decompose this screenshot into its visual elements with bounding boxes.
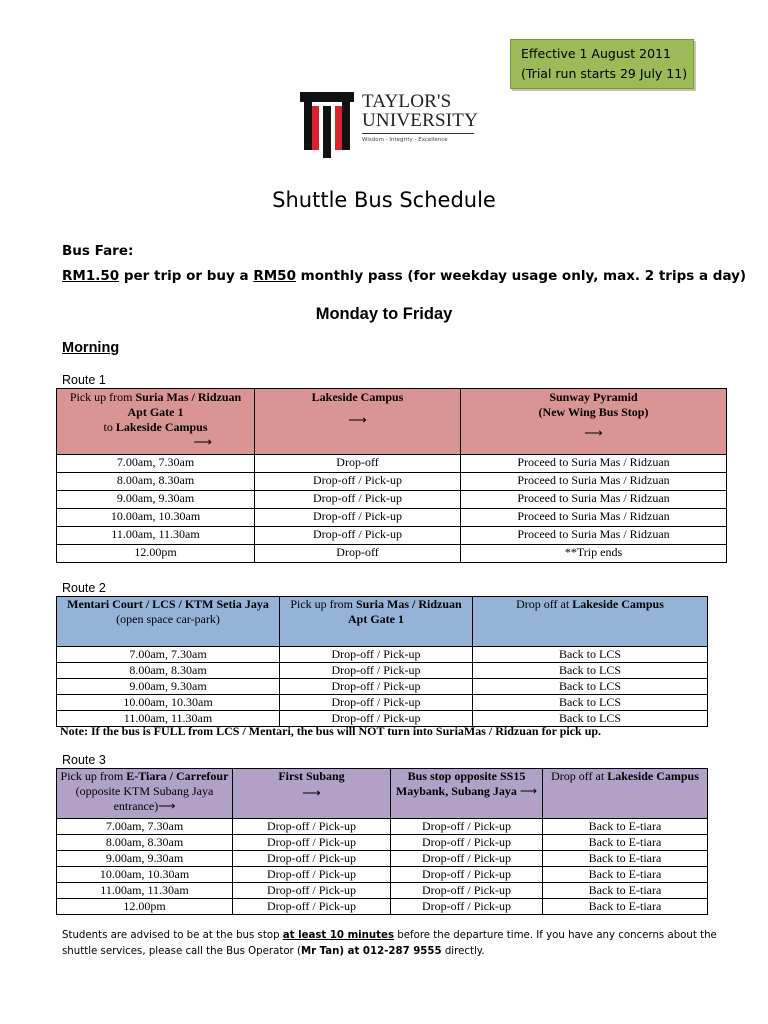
table-cell: Proceed to Suria Mas / Ridzuan: [461, 473, 727, 491]
fare-monthly-pass: RM50: [253, 268, 296, 284]
table-row: [57, 851, 708, 867]
table-row: [57, 899, 708, 915]
table-cell: Drop-off / Pick-up: [255, 509, 461, 527]
table-cell: Drop-off / Pick-up: [233, 883, 391, 899]
fare-details: [62, 268, 746, 284]
route-1-header-pickup: [57, 389, 255, 455]
header-text-bold: Bus stop opposite SS15 Maybank, Subang Jaya: [395, 769, 526, 798]
route-1-table: [56, 388, 727, 563]
table-row: [57, 695, 708, 711]
header-text: to: [103, 420, 116, 434]
footer-advisory: [62, 928, 722, 960]
table-cell: 10.00am, 10.30am: [57, 509, 255, 527]
table-cell: 8.00am, 8.30am: [57, 473, 255, 491]
arrow-right-icon: ⟶: [158, 799, 176, 813]
table-cell: Back to LCS: [473, 695, 708, 711]
table-cell: Drop-off / Pick-up: [280, 711, 473, 727]
table-cell: Drop-off / Pick-up: [233, 835, 391, 851]
header-text-bold: Lakeside Campus: [115, 420, 208, 434]
table-cell: 9.00am, 9.30am: [57, 679, 280, 695]
table-cell: 9.00am, 9.30am: [57, 491, 255, 509]
trial-run-text: (Trial run starts 29 July 11): [521, 66, 688, 81]
table-row: [57, 509, 727, 527]
route-2-header-mentari: [57, 597, 280, 647]
table-header-row: [57, 769, 708, 819]
table-cell: Proceed to Suria Mas / Ridzuan: [461, 509, 727, 527]
header-text-bold: First Subang: [278, 769, 345, 783]
table-header-row: [57, 597, 708, 647]
table-cell: Drop-off / Pick-up: [391, 867, 543, 883]
route-3-header-lakeside: [543, 769, 708, 819]
fare-label: Bus Fare:: [62, 243, 134, 259]
header-text-bold: Suria Mas / Ridzuan Apt Gate 1: [127, 390, 242, 419]
university-logo: [300, 90, 480, 160]
header-text-bold: Lakeside Campus: [607, 769, 699, 783]
table-row: [57, 647, 708, 663]
header-text-bold: Mentari Court / LCS / KTM Setia Jaya: [67, 597, 269, 611]
table-cell: 10.00am, 10.30am: [57, 867, 233, 883]
table-cell: Drop-off / Pick-up: [233, 899, 391, 915]
arrow-right-icon: ⟶: [193, 434, 212, 449]
route-3-header-etiara: [57, 769, 233, 819]
table-cell: 11.00am, 11.30am: [57, 711, 280, 727]
table-row: [57, 663, 708, 679]
table-row: [57, 679, 708, 695]
table-cell: 10.00am, 10.30am: [57, 695, 280, 711]
header-text: Pick up from: [69, 390, 136, 404]
table-cell: 9.00am, 9.30am: [57, 851, 233, 867]
table-cell: Drop-off / Pick-up: [391, 899, 543, 915]
header-text: (open space car-park): [116, 612, 220, 626]
footer-text: directly.: [441, 946, 485, 957]
table-cell: Drop-off / Pick-up: [391, 851, 543, 867]
fare-text: monthly pass (for weekday usage only, max. 2 trips a day): [295, 268, 747, 284]
table-cell: Proceed to Suria Mas / Ridzuan: [461, 527, 727, 545]
route-2-table: [56, 596, 708, 727]
route-1-header-sunway: [461, 389, 727, 455]
table-row: [57, 527, 727, 545]
header-text-bold: Suria Mas / Ridzuan Apt Gate 1: [348, 597, 462, 626]
arrow-right-icon: ⟶: [348, 412, 367, 427]
table-cell: 12.00pm: [57, 899, 233, 915]
arrow-right-icon: ⟶: [519, 784, 538, 798]
page-title: Shuttle Bus Schedule: [272, 188, 496, 212]
table-cell: Drop-off / Pick-up: [391, 819, 543, 835]
taylors-pillar-logo-icon: [300, 92, 354, 158]
table-cell: Drop-off: [255, 455, 461, 473]
header-text: Pick up from: [60, 769, 127, 783]
route-2-note: Note: If the bus is FULL from LCS / Mentari, the bus will NOT turn into SuriaMas / Ridzuan for pick up.: [60, 724, 602, 738]
table-cell: Drop-off / Pick-up: [255, 527, 461, 545]
period-heading: Morning: [62, 340, 120, 356]
table-cell: Drop-off / Pick-up: [255, 473, 461, 491]
route-2-header-lakeside: [473, 597, 708, 647]
university-name-line1: TAYLOR'S: [362, 91, 452, 112]
header-text-bold: (New Wing Bus Stop): [538, 405, 649, 419]
fare-text: per trip or buy a: [119, 268, 254, 284]
header-text-bold: Sunway Pyramid: [549, 390, 638, 404]
table-cell: Back to LCS: [473, 679, 708, 695]
table-cell: Drop-off / Pick-up: [280, 679, 473, 695]
table-row: [57, 491, 727, 509]
table-row: [57, 819, 708, 835]
route-3-table: [56, 768, 708, 915]
table-cell: 12.00pm: [57, 545, 255, 563]
footer-text: Students are advised to be at the bus stop: [62, 930, 283, 941]
header-text: Pick up from: [290, 597, 356, 611]
table-cell: Drop-off / Pick-up: [280, 647, 473, 663]
table-row: [57, 867, 708, 883]
table-cell: Proceed to Suria Mas / Ridzuan: [461, 491, 727, 509]
table-cell: 7.00am, 7.30am: [57, 647, 280, 663]
arrow-right-icon: ⟶: [302, 785, 321, 800]
table-cell: Back to E-tiara: [543, 867, 708, 883]
table-header-row: [57, 389, 727, 455]
header-text-bold: E-Tiara / Carrefour: [126, 769, 229, 783]
header-text: Drop off at: [516, 597, 573, 611]
table-cell: Drop-off / Pick-up: [255, 491, 461, 509]
arrow-right-icon: ⟶: [584, 425, 603, 440]
table-cell: Back to E-tiara: [543, 835, 708, 851]
table-cell: Back to E-tiara: [543, 883, 708, 899]
footer-emphasis: at least 10 minutes: [282, 930, 395, 941]
table-cell: Drop-off / Pick-up: [233, 851, 391, 867]
table-cell: Back to LCS: [473, 711, 708, 727]
logo-divider: [362, 133, 474, 134]
table-cell: 8.00am, 8.30am: [57, 663, 280, 679]
route-2-label: Route 2: [62, 581, 106, 595]
table-cell: Drop-off / Pick-up: [233, 819, 391, 835]
effective-date-notice: [510, 39, 694, 89]
table-cell: Back to E-tiara: [543, 851, 708, 867]
table-cell: Back to E-tiara: [543, 819, 708, 835]
route-1-label: Route 1: [62, 373, 106, 387]
header-text-bold: Lakeside Campus: [311, 390, 404, 404]
table-cell: Back to E-tiara: [543, 899, 708, 915]
table-cell: **Trip ends: [461, 545, 727, 563]
effective-date-text: Effective 1 August 2011: [521, 46, 671, 61]
table-row: [57, 455, 727, 473]
table-cell: 7.00am, 7.30am: [57, 819, 233, 835]
header-text: (opposite KTM Subang Jaya entrance): [75, 784, 214, 813]
footer-text: before the departure time. If you have any concerns about the shuttle services, please call the Bus Operator (: [62, 930, 717, 957]
university-name: [362, 92, 478, 130]
header-text-bold: Lakeside Campus: [572, 597, 664, 611]
table-cell: 8.00am, 8.30am: [57, 835, 233, 851]
table-cell: Drop-off / Pick-up: [280, 663, 473, 679]
table-cell: Back to LCS: [473, 663, 708, 679]
table-cell: 11.00am, 11.30am: [57, 883, 233, 899]
table-cell: Drop-off / Pick-up: [233, 867, 391, 883]
table-cell: Back to LCS: [473, 647, 708, 663]
route-3-label: Route 3: [62, 753, 106, 767]
table-cell: Proceed to Suria Mas / Ridzuan: [461, 455, 727, 473]
university-tagline: Wisdom - Integrity - Excellence: [362, 137, 448, 143]
fare-per-trip: RM1.50: [62, 268, 120, 284]
header-text: Drop off at: [551, 769, 608, 783]
table-row: [57, 883, 708, 899]
table-cell: Drop-off / Pick-up: [391, 835, 543, 851]
table-cell: Drop-off / Pick-up: [280, 695, 473, 711]
bus-operator-contact: Mr Tan) at 012-287 9555: [300, 946, 442, 957]
route-1-header-lakeside: [255, 389, 461, 455]
table-cell: 7.00am, 7.30am: [57, 455, 255, 473]
table-cell: Drop-off / Pick-up: [391, 883, 543, 899]
route-2-header-suria-mas: [280, 597, 473, 647]
table-row: [57, 473, 727, 491]
table-row: [57, 835, 708, 851]
route-3-header-ss15: [391, 769, 543, 819]
schedule-days-heading: Monday to Friday: [315, 305, 453, 323]
table-cell: Drop-off: [255, 545, 461, 563]
table-cell: 11.00am, 11.30am: [57, 527, 255, 545]
route-3-header-first-subang: [233, 769, 391, 819]
table-row: [57, 545, 727, 563]
university-name-line2: UNIVERSITY: [362, 110, 478, 131]
